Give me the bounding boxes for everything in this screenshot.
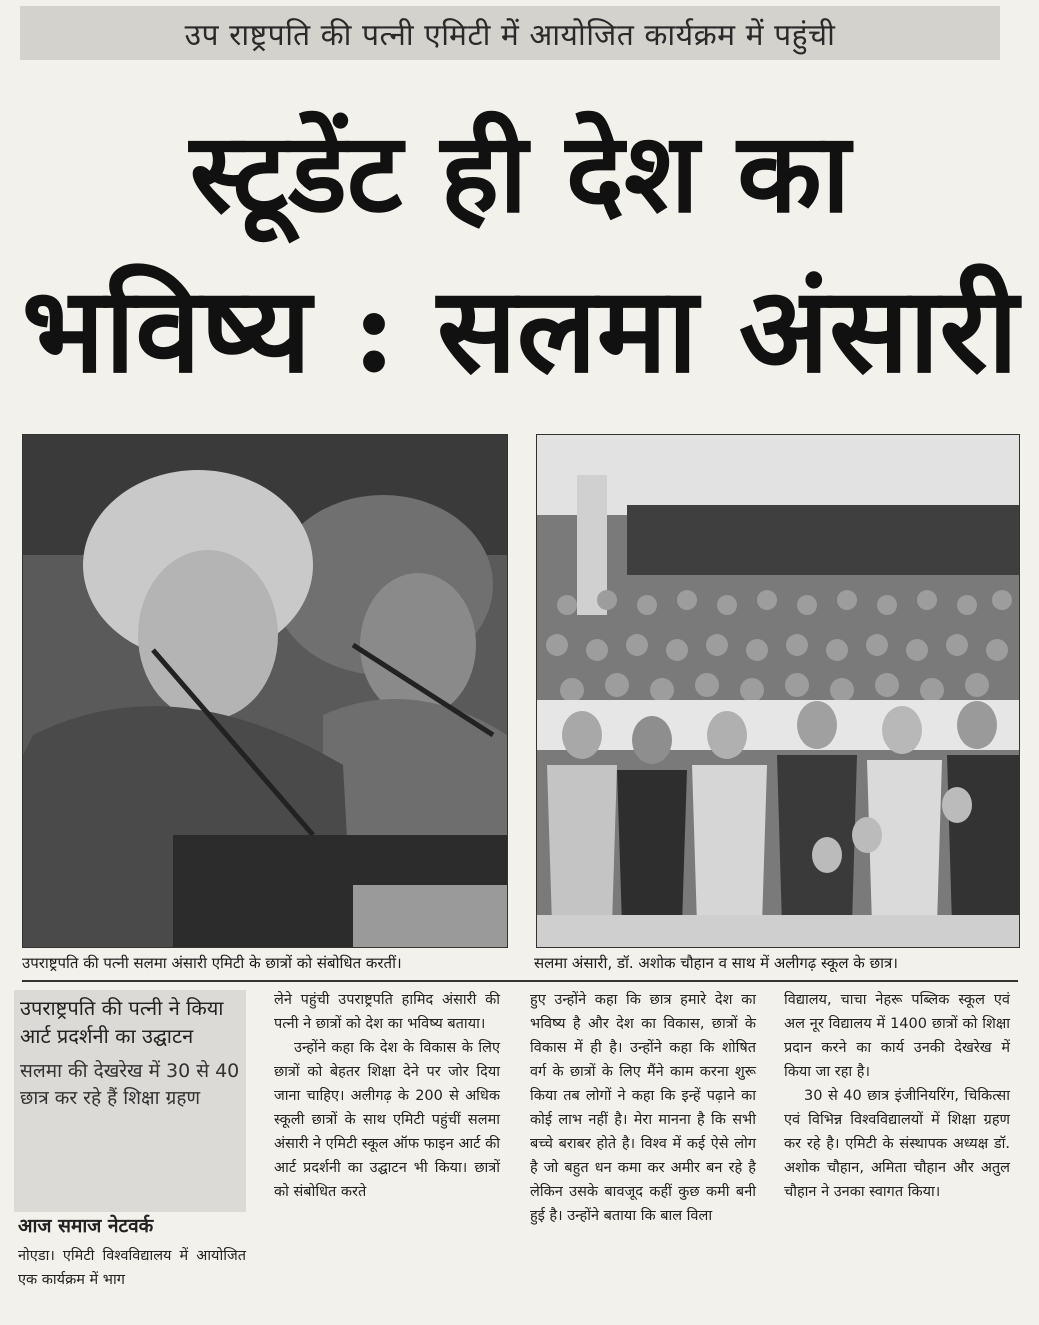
article-col-3: [530, 988, 756, 1228]
highlights-box: [14, 990, 246, 1212]
kicker-banner: [20, 6, 1000, 60]
article-col-4-para-2: 30 से 40 छात्र इंजीनियरिंग, चिकित्सा एवं विभिन्न विश्वविद्यालयों में शिक्षा ग्रहण कर रहे है। एमिटी के संस्थापक अध्यक्ष डॉ. अशोक चौहान, अमिता चौहान और अतुल चौहान ने उनका स्वागत किया।: [784, 1088, 1010, 1200]
headline-line-2: भविष्य : सलमा अंसारी: [21, 260, 1019, 399]
kicker-text: उप राष्ट्रपति की पत्नी एमिटी में आयोजित कार्यक्रम में पहुंची: [184, 17, 836, 53]
byline: आज समाज नेटवर्क: [18, 1215, 154, 1237]
photo-group: [536, 434, 1020, 948]
article-col-2-para-1: लेने पहुंची उपराष्ट्रपति हामिद अंसारी की पत्नी ने छात्रों को देश का भविष्य बताया।: [274, 992, 500, 1032]
headline-line-1: स्टूडेंट ही देश का: [189, 108, 851, 237]
highlight-1: उपराष्ट्रपति की पत्नी ने किया आर्ट प्रदर्शनी का उद्घाटन: [20, 996, 224, 1048]
article-col-2: [274, 988, 500, 1204]
article-col-4: [784, 988, 1010, 1204]
article-col-1: [18, 1244, 246, 1292]
photo-caption-right: सलमा अंसारी, डॉ. अशोक चौहान व साथ में अलीगढ़ स्कूल के छात्र।: [534, 954, 898, 972]
divider-rule: [22, 980, 1018, 982]
article-col-2-para-2: उन्होंने कहा कि देश के विकास के लिए छात्रों को बेहतर शिक्षा देने पर जोर दिया जाना चाहिए। अलीगढ़ के 200 से अधिक स्कूली छात्रों के साथ एमिटी पहुंचीं सलमा अंसारी ने एमिटी स्कूल ऑफ फाइन आर्ट की आर्ट प्रदर्शनी का उद्घाटन भी किया। छात्रों को संबोधित करते: [274, 1040, 500, 1200]
article-col-1-text: नोएडा। एमिटी विश्वविद्यालय में आयोजित एक कार्यक्रम में भाग: [18, 1248, 246, 1288]
highlight-2: सलमा की देखरेख में 30 से 40 छात्र कर रहे हैं शिक्षा ग्रहण: [20, 1060, 240, 1109]
photo-caption-left: उपराष्ट्रपति की पत्नी सलमा अंसारी एमिटी के छात्रों को संबोधित करतीं।: [22, 954, 402, 972]
article-col-3-text: हुए उन्होंने कहा कि छात्र हमारे देश का भविष्य है और देश का विकास, छात्रों के विकास में ही है। उन्होंने कहा कि शोषित वर्ग के छात्रों के लिए मैंने काम करना शुरू किया तब लोगों ने कहा कि इन्हें पढ़ाने का कोई लाभ नहीं है। मेरा मानना है कि सभी बच्चे बराबर होते है। विश्व में कई ऐसे लोग है जो बहुत धन कमा कर अमीर बन रहे है लेकिन उसके बावजूद कहीं कुछ कमी बनी हुई है। उन्होंने बताया कि बाल विला: [530, 992, 756, 1224]
photo-speaker: [22, 434, 508, 948]
article-col-4-para-1: विद्यालय, चाचा नेहरू पब्लिक स्कूल एवं अल नूर विद्यालय में 1400 छात्रों को शिक्षा प्रदान करने का कार्य उनकी देखरेख में किया जा रहा है।: [784, 992, 1010, 1080]
